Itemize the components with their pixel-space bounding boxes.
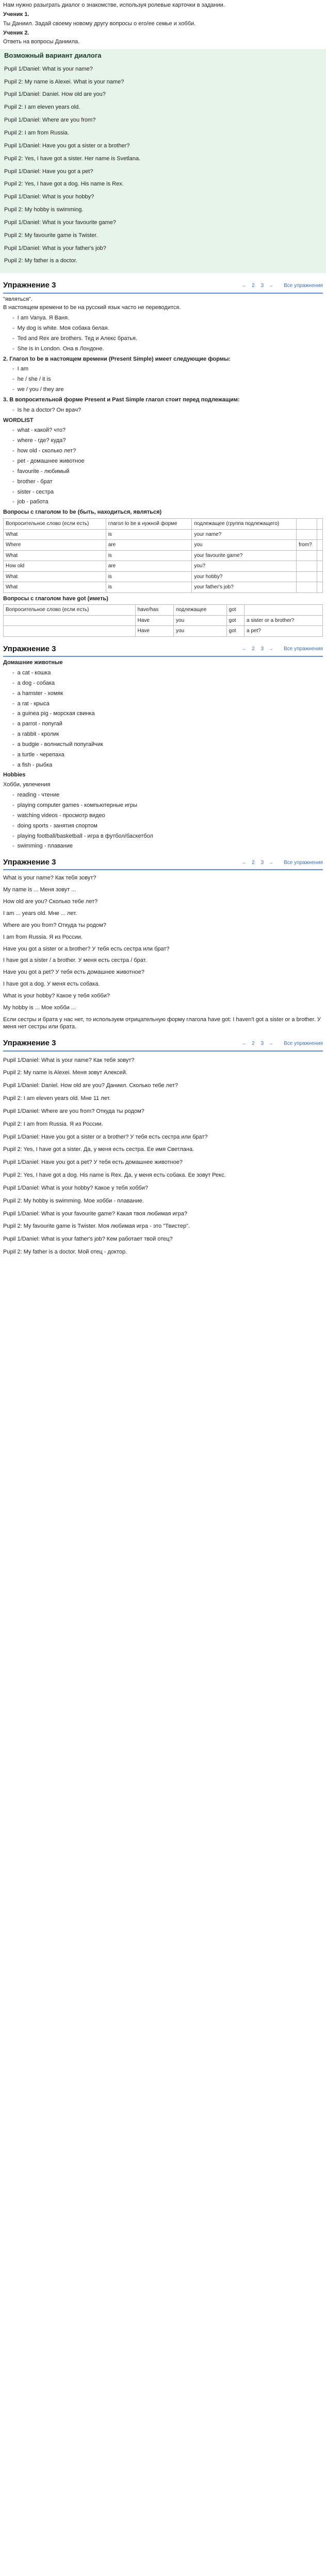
table1-caption: Вопросы с глаголом to be (быть, находиться, являться) <box>3 509 162 516</box>
exercise-title: Упражнение 3 <box>3 644 56 653</box>
list-item: - a parrot - попугай <box>12 720 323 728</box>
table-cell <box>297 519 317 530</box>
all-exercises-link[interactable]: Все упражнения <box>284 646 323 652</box>
list-item: - a dog - собака <box>12 680 323 687</box>
exercise-header <box>3 855 323 870</box>
hobbies-list <box>12 791 323 850</box>
table-cell <box>317 561 323 572</box>
table-cell: got <box>226 626 244 637</box>
dialog-line: Pupil 1/Daniel: Where are you from? <box>4 117 96 124</box>
table-cell: Вопросительное слово (если есть) <box>4 519 106 530</box>
exercise-nav <box>242 859 323 867</box>
pets-label: Домашние животные <box>3 659 63 666</box>
list-item: - we / you / they are <box>12 386 323 394</box>
list-item: - Ted and Rex are brothers. Тед и Алекс братья. <box>12 335 323 343</box>
exercise-link-2[interactable]: 2 <box>252 1040 255 1046</box>
exercise-header <box>3 642 323 657</box>
wordlist-label: WORDLIST <box>3 417 34 423</box>
dialog-line: Pupil 1/Daniel: What is your favourite game? <box>4 219 117 226</box>
table-row <box>4 529 323 540</box>
table-cell <box>317 519 323 530</box>
ex2-label: Ученик 2. <box>3 29 29 36</box>
dialog-line: Pupil 2: My hobby is swimming. Мое хобби - плавание. <box>3 1197 144 1204</box>
table-header-row <box>4 605 323 616</box>
table-cell: you? <box>192 561 297 572</box>
hobbies-sub: Хобби, увлечения <box>3 782 51 788</box>
qa-item: What is your name? Как тебя зовут? <box>3 875 96 882</box>
table-cell <box>297 529 317 540</box>
dialog-box <box>0 49 326 273</box>
table-row <box>4 571 323 582</box>
exercise-title: Упражнение 3 <box>3 281 56 290</box>
table-cell: is <box>106 582 192 593</box>
qa-item: Where are you from? Откуда ты родом? <box>3 922 106 928</box>
table-cell: глагол to be в нужной форме <box>106 519 192 530</box>
table-cell: What <box>4 529 106 540</box>
qa-item: My name is ... Меня зовут ... <box>3 887 76 893</box>
all-exercises-link[interactable]: Все упражнения <box>284 1040 323 1046</box>
table-row <box>4 561 323 572</box>
prev-arrow-icon[interactable]: ← <box>242 859 248 866</box>
table-cell <box>317 550 323 561</box>
table-cell: from? <box>297 540 317 551</box>
dialog-line: Pupil 1/Daniel: Daniel. How old are you? <box>4 91 106 98</box>
dialog-line: Pupil 2: I am from Russia. <box>4 129 69 136</box>
grammar-p2: В настоящем времени to be на русский язык часто не переводится. <box>3 304 181 311</box>
table-cell: is <box>106 529 192 540</box>
exercise-nav <box>242 646 323 653</box>
list-item: - I am Vanya. Я Ваня. <box>12 314 323 322</box>
dialog-line: Pupil 1/Daniel: Have you got a sister or a brother? <box>4 142 130 149</box>
exercise-link-2[interactable]: 2 <box>252 282 255 289</box>
table-cell: your favourite game? <box>192 550 297 561</box>
dialog-line: Pupil 2: My favourite game is Twister. Моя любимая игра - это "Твистер". <box>3 1223 190 1230</box>
dialog-line: Pupil 1/Daniel: Where are you from? Откуда ты родом? <box>3 1108 144 1114</box>
ex2-text: Ответь на вопросы Даниила. <box>3 39 80 45</box>
qa-item: What is your hobby? Какое у тебя хобби? <box>3 992 110 999</box>
pets-list <box>12 669 323 769</box>
qa-item: Если сестры и брата у нас нет, то используем отрицательную форму глагола have got: I haven't got a sister or a brother. У меня нет сестры или брата. <box>3 1016 321 1030</box>
dialog-line: Pupil 2: I am from Russia. Я из России. <box>3 1121 103 1127</box>
table-cell: Have <box>135 626 173 637</box>
list-item: - sister - сестра <box>12 488 323 496</box>
intro <box>3 2 323 46</box>
dialog-line: Pupil 2: I am eleven years old. <box>4 104 80 111</box>
table-row <box>4 615 323 626</box>
list-item: - pet - домашнее животное <box>12 457 323 465</box>
intro-lead: Нам нужно разыграть диалог о знакомстве, используя ролевые карточки в задании. <box>3 2 225 8</box>
exercise-title: Упражнение 3 <box>3 1039 56 1048</box>
exercise-nav <box>242 282 323 290</box>
table-cell: your hobby? <box>192 571 297 582</box>
list-item: - swimming - плавание <box>12 842 323 850</box>
grammar-heading-3: 3. В вопросительной форме Present и Past Simple глагол стоит перед подлежащим: <box>3 396 240 403</box>
exercise-link-3[interactable]: 3 <box>260 859 264 866</box>
hobbies-label: Hobbies <box>3 772 26 778</box>
vocab-section <box>3 659 323 850</box>
exercise-link-3[interactable]: 3 <box>260 282 264 289</box>
dialog-line: Pupil 1/Daniel: Have you got a pet? <box>4 168 93 175</box>
list-item: - a turtle - черепаха <box>12 751 323 759</box>
table-cell <box>297 561 317 572</box>
qa-item: How old are you? Сколько тебе лет? <box>3 899 98 905</box>
dialog-line: Pupil 2: My name is Alexei. Меня зовут Алексей. <box>3 1070 127 1076</box>
table-header-row <box>4 519 323 530</box>
prev-arrow-icon[interactable]: ← <box>242 1040 248 1046</box>
dialog-line: Pupil 1/Daniel: What is your hobby? <box>4 194 94 200</box>
dialog-line: Pupil 1/Daniel: What is your name? Как тебя зовут? <box>3 1057 135 1063</box>
dialog-line: Pupil 1/Daniel: What is your hobby? Какое у тебя хобби? <box>3 1184 148 1191</box>
dialog-line: Pupil 1/Daniel: What is your name? <box>4 65 93 72</box>
list-item: - a budgie - волнистый попугайчик <box>12 741 323 749</box>
list-item: - watching videos - просмотр видео <box>12 812 323 820</box>
wordlist <box>12 427 323 506</box>
table-to-be <box>3 518 323 593</box>
list-item: - My dog is white. Моя собака белая. <box>12 325 323 332</box>
table-cell: have/has <box>135 605 173 616</box>
examples-list <box>12 314 323 352</box>
dialog-line: Pupil 2: My hobby is swimming. <box>4 207 84 213</box>
next-arrow-icon[interactable]: → <box>268 282 274 289</box>
grammar-p1: "являться". <box>3 296 33 302</box>
dialog-line: Pupil 2: My father is a doctor. <box>4 258 77 264</box>
qa-item: My hobby is ... Мое хобби ... <box>3 1004 76 1011</box>
table-cell: подлежащее <box>174 605 227 616</box>
table-cell <box>244 605 323 616</box>
table-cell: What <box>4 582 106 593</box>
qa-section <box>3 874 323 1031</box>
grammar-section <box>3 296 323 506</box>
exercise-link-3[interactable]: 3 <box>260 646 264 652</box>
table-cell: a sister or a brother? <box>244 615 323 626</box>
qa-item: I am from Russia. Я из России. <box>3 934 83 940</box>
all-exercises-link[interactable]: Все упражнения <box>284 282 323 289</box>
dialog-line: Pupil 2: My father is a doctor. Мой отец - доктор. <box>3 1249 127 1256</box>
dialog-line: Pupil 2: Yes, I have got a sister. Her name is Svetlana. <box>4 155 141 162</box>
list-item: - a guinea pig - морская свинка <box>12 710 323 718</box>
list-item: - playing computer games - компьютерные игры <box>12 802 323 809</box>
list-item: - doing sports - занятия спортом <box>12 822 323 830</box>
list-item: - a cat - кошка <box>12 669 323 677</box>
next-arrow-icon[interactable]: → <box>268 646 274 652</box>
list-item: - favourite - любимый <box>12 468 323 476</box>
table-row <box>4 550 323 561</box>
qa-item: I have got a dog. У меня есть собака. <box>3 981 100 988</box>
table-row <box>4 582 323 593</box>
dialog-line: Pupil 2: Yes, I have got a sister. Да, у меня есть сестра. Ее имя Светлана. <box>3 1146 194 1153</box>
table-cell <box>317 540 323 551</box>
dialog-line: Pupil 1/Daniel: Have you got a sister or a brother? У тебя есть сестра или брат? <box>3 1133 208 1140</box>
table-cell: you <box>174 615 227 626</box>
list-item: - a rabbit - кролик <box>12 731 323 738</box>
prev-arrow-icon[interactable]: ← <box>242 282 248 289</box>
dialog-line: Pupil 1/Daniel: What is your father's job? <box>4 245 106 251</box>
exercise-link-2[interactable]: 2 <box>252 646 255 652</box>
table-cell: your name? <box>192 529 297 540</box>
table-cell <box>297 582 317 593</box>
table-cell <box>317 571 323 582</box>
table-cell: a pet? <box>244 626 323 637</box>
list-item: - what - какой? что? <box>12 427 323 434</box>
grammar-heading-2: 2. Глагол to be в настоящем времени (Present Simple) имеет следующие формы: <box>3 355 231 362</box>
dialog-lines <box>4 65 322 265</box>
table-row <box>4 626 323 637</box>
table-have-got <box>3 604 323 637</box>
table-cell: Where <box>4 540 106 551</box>
exercise-title: Упражнение 3 <box>3 858 56 867</box>
table-cell: got <box>226 605 244 616</box>
exercise-link-2[interactable]: 2 <box>252 859 255 866</box>
dialog-line: Pupil 2: My favourite game is Twister. <box>4 232 98 239</box>
next-arrow-icon[interactable]: → <box>268 1040 274 1046</box>
prev-arrow-icon[interactable]: ← <box>242 646 248 652</box>
table-cell <box>297 571 317 582</box>
qa-item: Have you got a sister or a brother? У тебя есть сестра или брат? <box>3 945 170 952</box>
table2-caption: Вопросы с глаголом have got (иметь) <box>3 595 108 602</box>
list-item: - a hamster - хомяк <box>12 690 323 698</box>
all-exercises-link[interactable]: Все упражнения <box>284 859 323 866</box>
list-item: - a rat - крыса <box>12 700 323 708</box>
table-cell <box>4 626 136 637</box>
list-item: - he / she / it is <box>12 376 323 383</box>
table-cell: you <box>192 540 297 551</box>
table-cell <box>4 615 136 626</box>
exercise-header <box>3 1036 323 1051</box>
dialog-line: Pupil 2: My name is Alexei. What is your name? <box>4 78 124 85</box>
table-cell: is <box>106 571 192 582</box>
qa-item: Have you got a pet? У тебя есть домашнее животное? <box>3 969 144 976</box>
table-cell: Вопросительное слово (если есть) <box>4 605 136 616</box>
list-item: - reading - чтение <box>12 791 323 799</box>
dialog-line: Pupil 1/Daniel: What is your favourite game? Какая твоя любимая игра? <box>3 1210 188 1217</box>
table-cell: подлежащее (группа подлежащего) <box>192 519 297 530</box>
exercise-link-3[interactable]: 3 <box>260 1040 264 1046</box>
table-cell: are <box>106 540 192 551</box>
table-cell: your father's job? <box>192 582 297 593</box>
translated-dialog <box>3 1057 323 1257</box>
dialog-line: Pupil 2: I am eleven years old. Мне 11 лет. <box>3 1095 111 1102</box>
question-list <box>12 406 323 414</box>
list-item: - She is in London. Она в Лондоне. <box>12 345 323 353</box>
table-cell: Have <box>135 615 173 626</box>
table-cell: What <box>4 550 106 561</box>
forms-list <box>12 365 323 394</box>
table-cell: is <box>106 550 192 561</box>
list-item: - playing football/basketball - игра в футбол/баскетбол <box>12 833 323 840</box>
exercise-header <box>3 278 323 293</box>
dialog-line: Pupil 2: Yes, I have got a dog. His name is Rex. Да, у меня есть собака. Ее зовут Рекс. <box>3 1172 226 1179</box>
list-item: - job - работа <box>12 498 323 506</box>
qa-item: I have got a sister / a brother. У меня есть сестра / брат. <box>3 957 147 964</box>
list-item: - a fish - рыбка <box>12 761 323 769</box>
table-cell <box>317 529 323 540</box>
list-item: - where - где? куда? <box>12 437 323 445</box>
dialog-line: Pupil 1/Daniel: What is your father's job? Кем работает твой отец? <box>3 1236 173 1243</box>
table-cell: What <box>4 571 106 582</box>
list-item: - how old - сколько лет? <box>12 447 323 455</box>
list-item: - Is he a doctor? Он врач? <box>12 406 323 414</box>
table-cell <box>317 582 323 593</box>
list-item: - brother - брат <box>12 478 323 486</box>
qa-item: I am ... years old. Мне ... лет. <box>3 910 77 917</box>
next-arrow-icon[interactable]: → <box>268 859 274 866</box>
exercise-nav <box>242 1040 323 1047</box>
table-cell: How old <box>4 561 106 572</box>
table-cell: are <box>106 561 192 572</box>
table-row <box>4 540 323 551</box>
dialog-line: Pupil 2: Yes, I have got a dog. His name is Rex. <box>4 181 124 188</box>
table-cell: got <box>226 615 244 626</box>
list-item: - I am <box>12 365 323 373</box>
ex1-text: Ты Даниил. Задай своему новому другу вопросы о его/ее семье и хобби. <box>3 20 196 27</box>
dialog-title: Возможный вариант диалога <box>4 52 102 60</box>
ex1-label: Ученик 1. <box>3 11 29 18</box>
table-cell <box>297 550 317 561</box>
dialog-line: Pupil 1/Daniel: Daniel. How old are you? Даниил. Сколько тебе лет? <box>3 1082 178 1089</box>
table-cell: you <box>174 626 227 637</box>
dialog-line: Pupil 1/Daniel: Have you got a pet? У тебя есть домашнее животное? <box>3 1159 183 1166</box>
